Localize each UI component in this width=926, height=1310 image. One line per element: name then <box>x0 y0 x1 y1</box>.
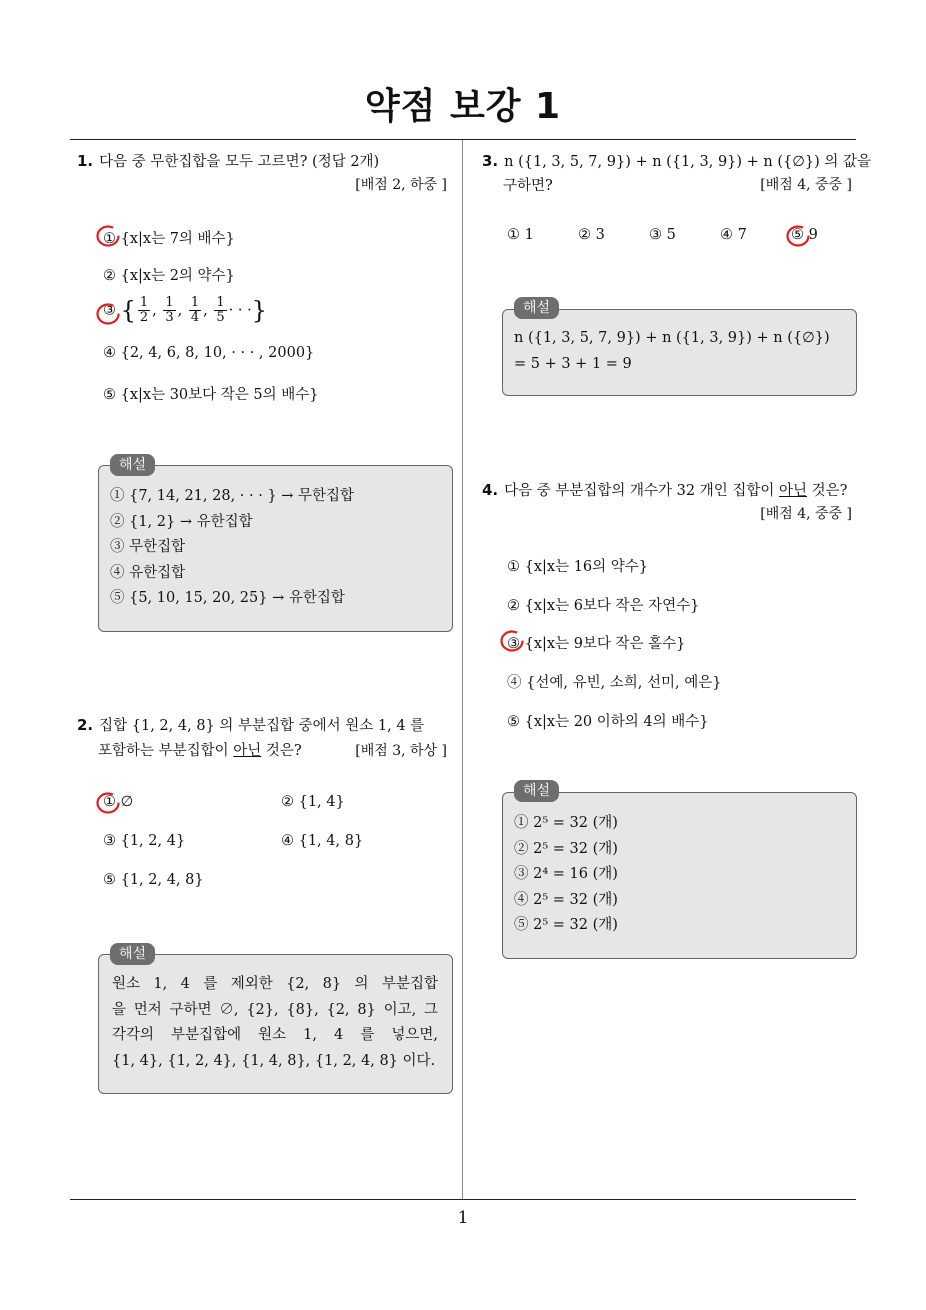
page-number: 1 <box>457 1208 469 1228</box>
question-number: 3. <box>482 152 499 170</box>
q1-option-5[interactable]: ⑤ {x|x는 30보다 작은 5의 배수} <box>103 387 319 403</box>
q3-option-5[interactable]: ⑤ 9 <box>791 227 818 243</box>
q3-option-4[interactable]: ④ 7 <box>720 227 747 243</box>
solution-line: ⑤ 2⁵ = 32 (개) <box>514 917 618 933</box>
q1-option-3[interactable]: ③ { $\frac{1}{2}$ , $\frac{1}{3}$ , $\frac{1}{4}$ , $\frac{1}{5}$ · · ·} <box>103 295 267 325</box>
question-1-stem <box>77 149 379 174</box>
solution-line: ② 2⁵ = 32 (개) <box>514 840 618 857</box>
page-title: 약점 보강 1 <box>364 86 562 127</box>
question-1-meta: [배점 2, 하중 ] <box>355 177 447 193</box>
question-text: n ({1, 3, 5, 7, 9}) + n ({1, 3, 9}) + n ({∅}) 의 값을 <box>504 154 871 170</box>
solution-line: ⑤ {5, 10, 15, 20, 25} → 유한집합 <box>110 590 345 606</box>
solution-tag: 해설 <box>514 297 559 319</box>
solution-line: ② {1, 2} → 유한집합 <box>110 513 253 530</box>
q2-solution-text <box>112 972 438 1074</box>
question-2-stem-line2: 포함하는 부분집합이 아닌 것은? <box>98 743 302 759</box>
solution-tag: 해설 <box>110 454 155 476</box>
solution-line: {1, 4}, {1, 2, 4}, {1, 4, 8}, {1, 2, 4, 8} 이다. <box>112 1052 436 1069</box>
q1-option-1[interactable]: ① {x|x는 7의 배수} <box>103 231 235 247</box>
answer-circle-icon <box>96 302 120 324</box>
q4-option-2[interactable]: ② {x|x는 6보다 작은 자연수} <box>507 598 700 614</box>
q1-option-2[interactable]: ② {x|x는 2의 약수} <box>103 268 235 284</box>
solution-line: ④ 2⁵ = 32 (개) <box>514 891 618 908</box>
answer-circle-icon <box>96 224 120 246</box>
option-3-marker: ③ <box>103 302 116 319</box>
question-4-stem: 4. 다음 중 부분집합의 개수가 32 개인 집합이 아닌 것은? <box>482 481 848 499</box>
answer-circle-icon <box>500 629 524 651</box>
fraction: $\frac{1}{5}$ <box>216 295 225 325</box>
fraction: $\frac{1}{3}$ <box>165 295 174 325</box>
q4-option-1[interactable]: ① {x|x는 16의 약수} <box>507 559 648 575</box>
q2-option-2[interactable]: ② {1, 4} <box>281 794 345 810</box>
q3-option-2[interactable]: ② 3 <box>578 227 605 243</box>
question-text: 집합 {1, 2, 4, 8} 의 부분집합 중에서 원소 1, 4 를 <box>99 718 425 734</box>
solution-line: 각각의 부분집합에 원소 1, 4 를 넣으면, <box>112 1027 438 1043</box>
solution-tag: 해설 <box>110 943 155 965</box>
q2-option-4[interactable]: ④ {1, 4, 8} <box>281 833 364 849</box>
solution-line: ③ 무한집합 <box>110 539 186 555</box>
answer-circle-icon <box>786 224 810 246</box>
solution-line: 원소 1, 4 를 제외한 {2, 8} 의 부분집합 <box>112 976 438 992</box>
q4-option-5[interactable]: ⑤ {x|x는 20 이하의 4의 배수} <box>507 714 709 730</box>
q4-option-3[interactable]: ③ {x|x는 9보다 작은 홀수} <box>507 636 686 652</box>
solution-line: n ({1, 3, 5, 7, 9}) + n ({1, 3, 9}) + n ({∅}) <box>514 330 830 346</box>
question-3-stem-line2: 구하면? <box>503 178 553 194</box>
q3-solution-text <box>514 326 830 377</box>
solution-line: ③ 2⁴ = 16 (개) <box>514 866 618 882</box>
question-number: 1. <box>77 152 94 170</box>
question-4-meta: [배점 4, 중중 ] <box>760 506 852 522</box>
column-divider <box>462 140 463 1200</box>
question-text: 다음 중 무한집합을 모두 고르면? (정답 2개) <box>99 154 380 170</box>
q2-option-5[interactable]: ⑤ {1, 2, 4, 8} <box>103 872 204 888</box>
solution-line: 을 먼저 구하면 ∅, {2}, {8}, {2, 8} 이고, 그 <box>112 1001 438 1018</box>
question-number: 4. <box>482 481 499 499</box>
q4-option-4[interactable]: ④ {선예, 유빈, 소희, 선미, 예은} <box>507 675 722 691</box>
question-2-meta: [배점 3, 하상 ] <box>355 743 447 759</box>
q3-option-3[interactable]: ③ 5 <box>649 227 676 243</box>
question-3-meta: [배점 4, 중중 ] <box>760 177 852 193</box>
solution-tag: 해설 <box>514 780 559 802</box>
solution-line: = 5 + 3 + 1 = 9 <box>514 355 632 372</box>
q3-option-1[interactable]: ① 1 <box>507 227 534 243</box>
answer-circle-icon <box>96 791 120 813</box>
q1-solution-text <box>110 484 354 612</box>
question-3-stem <box>482 149 871 174</box>
bottom-divider <box>70 1199 856 1200</box>
fraction: $\frac{1}{4}$ <box>190 295 200 325</box>
top-divider <box>70 139 856 140</box>
q4-solution-text <box>514 811 618 939</box>
q1-option-4[interactable]: ④ {2, 4, 6, 8, 10, · · · , 2000} <box>103 345 315 361</box>
question-number: 2. <box>77 716 94 734</box>
q2-option-1[interactable]: ① ∅ <box>103 794 134 810</box>
solution-line: ① {7, 14, 21, 28, · · · } → 무한집합 <box>110 488 355 504</box>
solution-line: ① 2⁵ = 32 (개) <box>514 815 618 831</box>
q2-option-3[interactable]: ③ {1, 2, 4} <box>103 833 186 849</box>
question-2-stem <box>77 713 424 738</box>
fraction: $\frac{1}{2}$ <box>139 295 149 325</box>
solution-line: ④ 유한집합 <box>110 564 186 581</box>
